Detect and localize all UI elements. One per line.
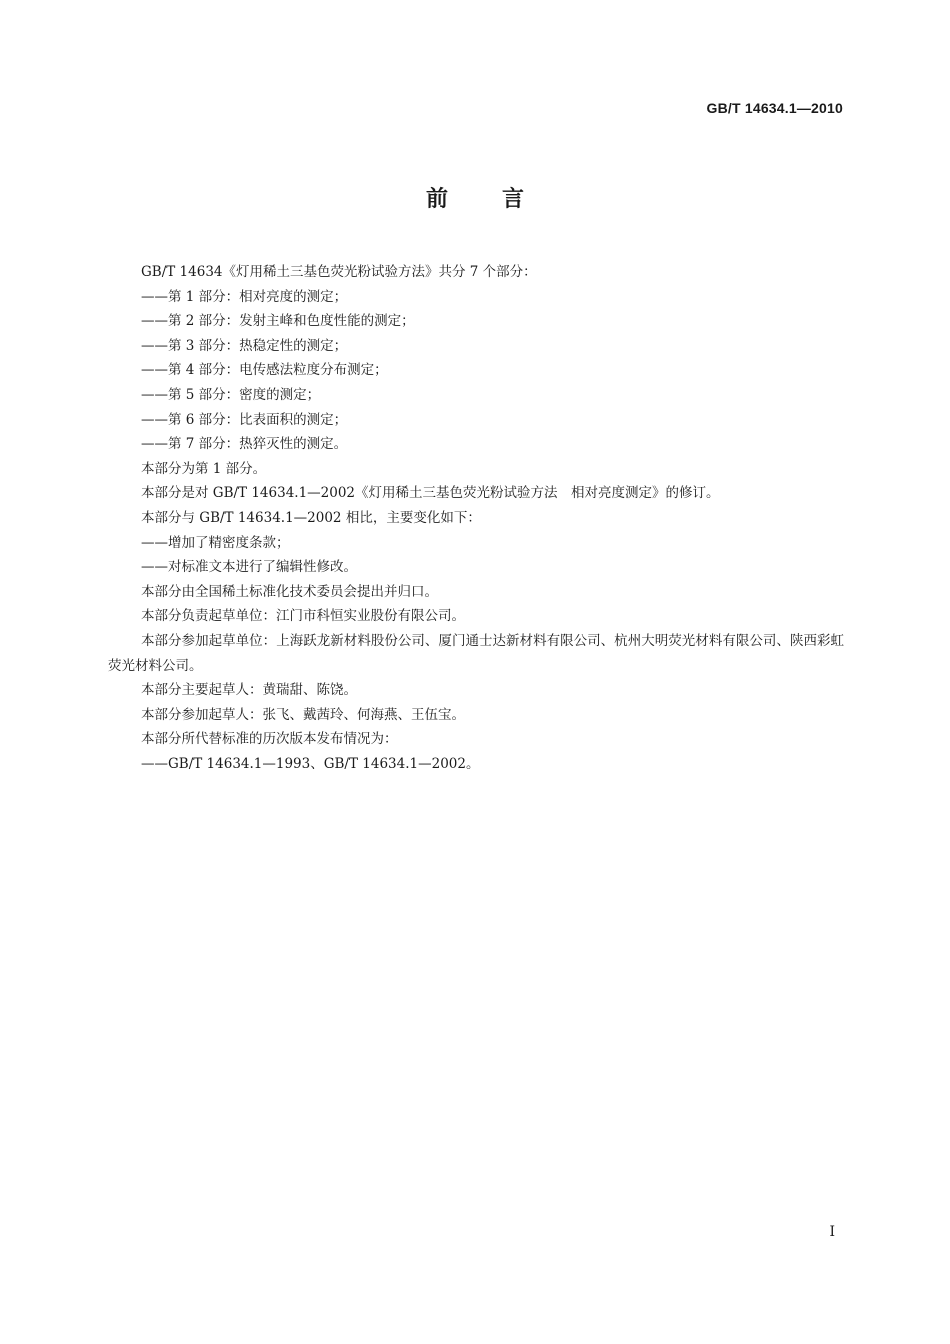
paragraph-series-intro: GB/T 14634《灯用稀土三基色荧光粉试验方法》共分 7 个部分： (141, 264, 537, 280)
list-item-part3: ——第 3 部分：热稳定性的测定； (141, 337, 348, 354)
list-item-part7: ——第 7 部分：热猝灭性的测定。 (141, 436, 348, 453)
page-title-part1: 前 (425, 187, 448, 212)
page-title-part2: 言 (502, 187, 525, 212)
page-number: I (829, 1224, 835, 1240)
paragraph-changes: 本部分与 GB/T 14634.1—2002 相比，主要变化如下： (141, 509, 481, 526)
list-item-part6: ——第 6 部分：比表面积的测定； (141, 411, 348, 428)
list-item-part4: ——第 4 部分：电传感法粒度分布测定； (141, 362, 388, 379)
list-item-part1: ——第 1 部分：相对亮度的测定； (141, 288, 348, 305)
standard-code: GB/T 14634.1—2010 (706, 100, 843, 116)
page-title (0, 182, 950, 213)
paragraph-drafting-unit: 本部分负责起草单位：江门市科恒实业股份有限公司。 (141, 608, 465, 625)
paragraph-proposed-by: 本部分由全国稀土标准化技术委员会提出并归口。 (141, 583, 438, 600)
list-item-part2: ——第 2 部分：发射主峰和色度性能的测定； (141, 313, 415, 330)
list-item-history: ——GB/T 14634.1—1993、GB/T 14634.1—2002。 (141, 755, 480, 772)
list-item-change1: ——增加了精密度条款； (141, 534, 290, 551)
list-item-change2: ——对标准文本进行了编辑性修改。 (141, 559, 357, 576)
paragraph-participating-drafters: 本部分参加起草人：张飞、戴茜玲、何海燕、王伍宝。 (141, 706, 465, 723)
list-item-part5: ——第 5 部分：密度的测定； (141, 386, 321, 403)
paragraph-revision: 本部分是对 GB/T 14634.1—2002《灯用稀土三基色荧光粉试验方法 相对亮度测定》的修订。 (141, 485, 720, 502)
paragraph-main-drafters: 本部分主要起草人：黄瑞甜、陈饶。 (141, 682, 357, 699)
paragraph-participating-units: 本部分参加起草单位：上海跃龙新材料股份公司、厦门通士达新材料有限公司、杭州大明荧光材料有限公司、陕西彩虹荧光材料公司。 (108, 632, 844, 674)
foreword-body (108, 260, 844, 776)
paragraph-this-part: 本部分为第 1 部分。 (141, 460, 267, 477)
paragraph-history: 本部分所代替标准的历次版本发布情况为： (141, 731, 398, 748)
